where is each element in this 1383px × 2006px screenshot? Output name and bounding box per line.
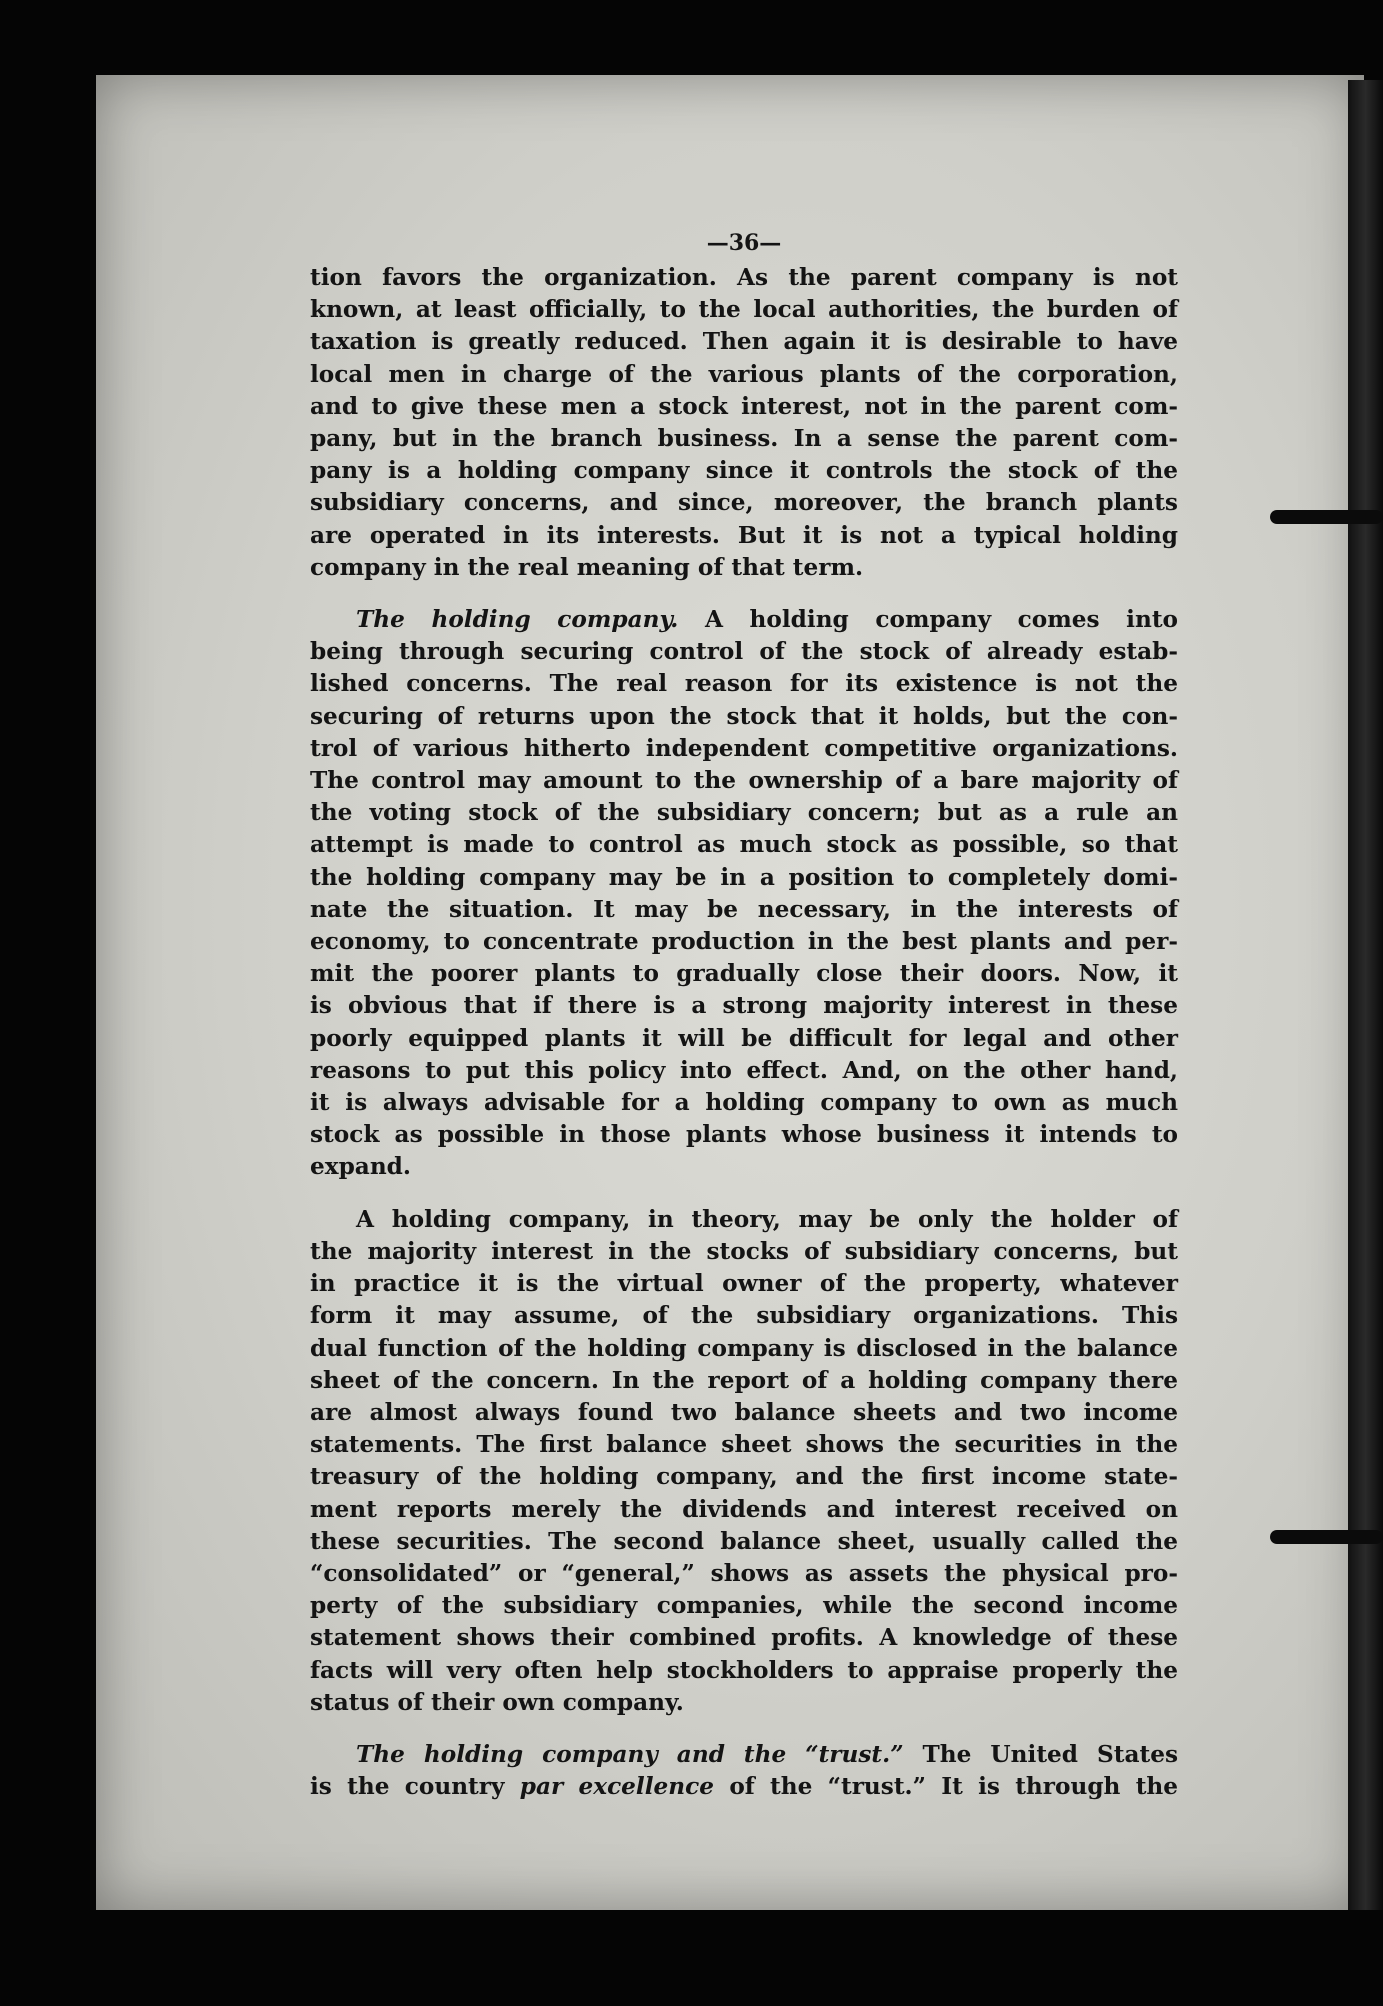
text-line: the voting stock of the subsidiary concern; but as a rule an (310, 799, 1178, 827)
text-line: economy, to concentrate production in the best plants and per- (310, 928, 1178, 956)
text-run: The United States (903, 1740, 1178, 1768)
section-heading: The holding company. (356, 606, 679, 634)
text-line: mit the poorer plants to gradually close their doors. Now, it (310, 960, 1178, 988)
text-line: treasury of the holding company, and the first income state- (310, 1463, 1178, 1491)
text-line: the holding company may be in a position to completely domi- (310, 863, 1178, 891)
text-line: is obvious that if there is a strong majority interest in these (310, 992, 1178, 1020)
text-line: securing of returns upon the stock that it holds, but the con- (310, 702, 1178, 730)
page-text (310, 228, 1178, 1803)
text-line: statement shows their combined profits. A knowledge of these (310, 1624, 1178, 1652)
text-line: reasons to put this policy into effect. And, on the other hand, (310, 1056, 1178, 1084)
text-run: is the country (310, 1773, 520, 1801)
text-line: perty of the subsidiary companies, while the second income (310, 1592, 1178, 1620)
text-line: trol of various hitherto independent competitive organizations. (310, 734, 1178, 762)
text-line: sheet of the concern. In the report of a holding company there (310, 1366, 1178, 1394)
text-line: stock as possible in those plants whose business it intends to (310, 1121, 1178, 1149)
paragraph (310, 604, 1178, 1184)
book-gutter (1348, 80, 1383, 1910)
text-line: nate the situation. It may be necessary, in the interests of (310, 895, 1178, 923)
text-line: are operated in its interests. But it is not a typical holding (310, 521, 1178, 549)
text-line: are almost always found two balance sheets and two income (310, 1398, 1178, 1426)
text-line: in practice it is the virtual owner of the property, whatever (310, 1270, 1178, 1298)
italic-phrase: par excellence (519, 1773, 715, 1801)
binding-thread-top (1270, 510, 1383, 524)
text-line: attempt is made to control as much stock as possible, so that (310, 831, 1178, 859)
text-line: company in the real meaning of that term. (310, 553, 864, 581)
text-line: known, at least officially, to the local authorities, the burden of (310, 296, 1178, 324)
text-line: it is always advisable for a holding company to own as much (310, 1089, 1178, 1117)
text-line: the majority interest in the stocks of subsidiary concerns, but (310, 1237, 1178, 1265)
text-line: tion favors the organization. As the parent company is not (310, 264, 1178, 291)
text-line: A holding company, in theory, may be only the holder of (356, 1205, 1178, 1233)
text-line: facts will very often help stockholders to appraise properly the (310, 1656, 1178, 1684)
text-line: lished concerns. The real reason for its existence is not the (310, 670, 1178, 698)
text-line: form it may assume, of the subsidiary organizations. This (310, 1302, 1178, 1330)
text-line: local men in charge of the various plants of the corporation, (310, 360, 1178, 388)
text-line: these securities. The second balance sheet, usually called the (310, 1527, 1178, 1555)
text-line: statements. The first balance sheet shows the securities in the (310, 1431, 1178, 1459)
text-line (310, 1739, 1178, 1771)
section-heading: The holding company and the “trust.” (356, 1740, 904, 1768)
text-line: “consolidated” or “general,” shows as assets the physical pro- (310, 1559, 1178, 1587)
text-line: subsidiary concerns, and since, moreover, the branch plants (310, 489, 1178, 517)
text-line: pany, but in the branch business. In a sense the parent com- (310, 425, 1178, 453)
page-number: —36— (706, 230, 782, 256)
text-line: and to give these men a stock interest, not in the parent com- (310, 392, 1178, 420)
text-line: ment reports merely the dividends and interest received on (310, 1495, 1178, 1523)
text-line (310, 1771, 1178, 1803)
paragraph (310, 1204, 1178, 1719)
text-line: poorly equipped plants it will be difficult for legal and other (310, 1024, 1178, 1052)
binding-thread-bottom (1270, 1530, 1383, 1544)
text-line: expand. (310, 1153, 411, 1181)
text-line: taxation is greatly reduced. Then again it is desirable to have (310, 328, 1178, 356)
text-line: being through securing control of the stock of already estab- (310, 638, 1178, 666)
paragraph (310, 1739, 1178, 1803)
text-run: of the “trust.” It is through the (714, 1773, 1179, 1801)
text-line (310, 604, 1178, 636)
text-line: status of their own company. (310, 1688, 684, 1716)
text-line: The control may amount to the ownership of a bare majority of (310, 767, 1178, 795)
text-line: pany is a holding company since it controls the stock of the (310, 457, 1178, 485)
text-run: A holding company comes into (678, 606, 1178, 634)
text-line: dual function of the holding company is disclosed in the balance (310, 1334, 1178, 1362)
paragraph (310, 262, 1178, 584)
